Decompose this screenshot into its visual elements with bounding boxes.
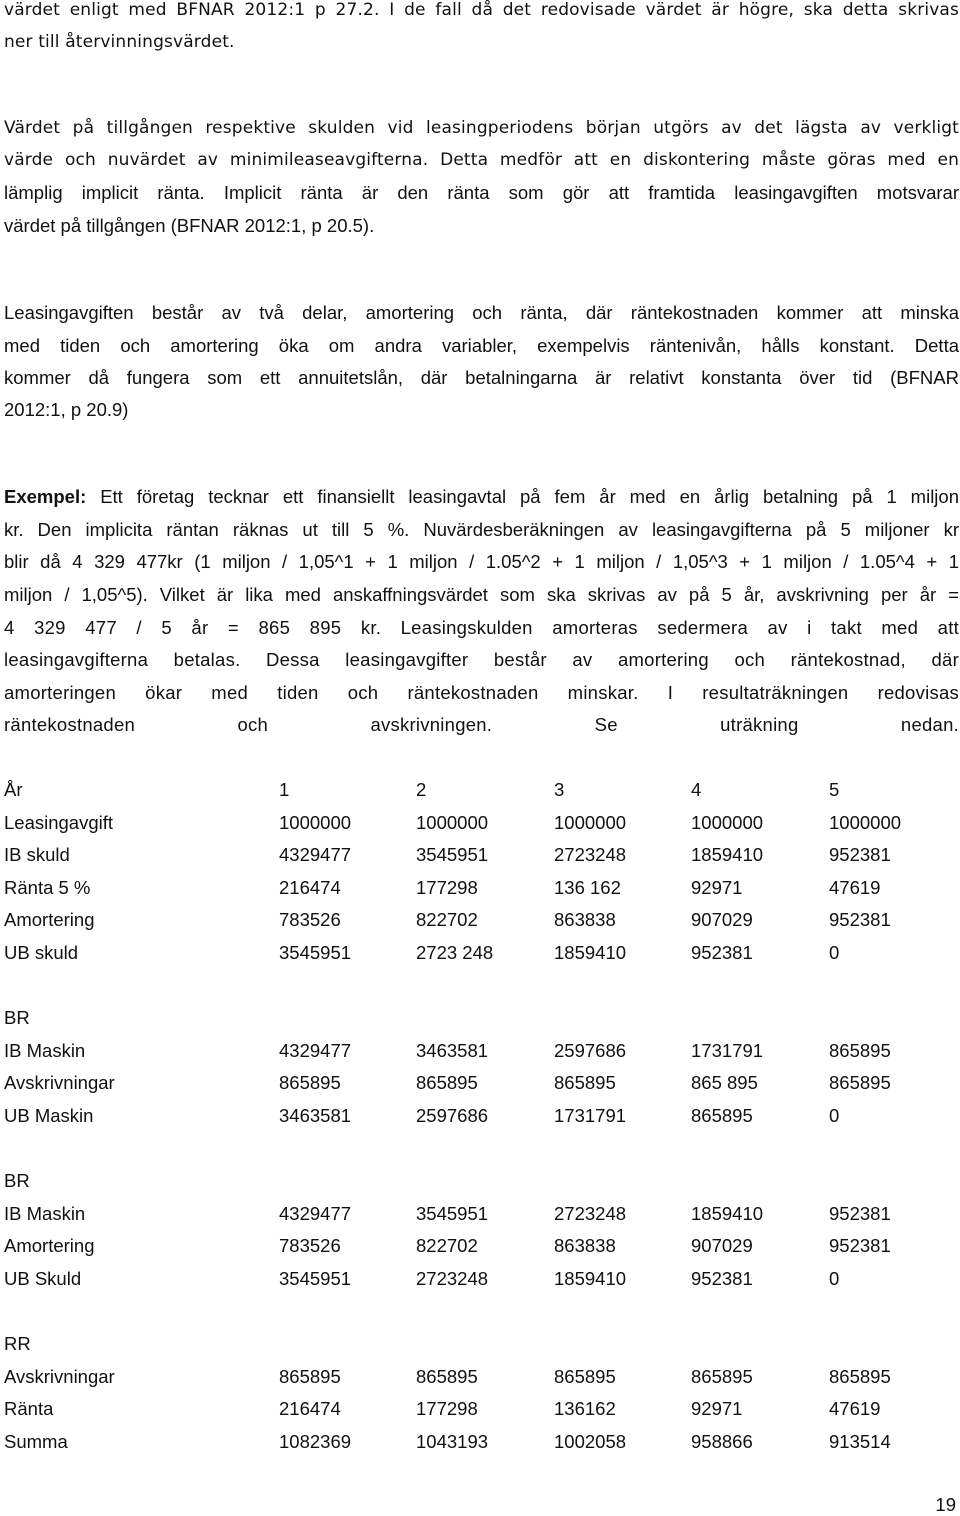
table-cell: 2 xyxy=(416,779,427,800)
table-cell: 783526 xyxy=(279,1235,341,1256)
text-line: blir då 4 329 477kr (1 miljon / 1,05^1 + 1 miljon / 1.05^2 + 1 miljon / 1,05^3 + 1 miljon / 1.05^4 + 1 xyxy=(4,551,959,572)
table-row xyxy=(4,942,944,964)
table-cell: 1000000 xyxy=(279,812,352,833)
table-cell: 952381 xyxy=(829,1235,891,1256)
example-label: Exempel: xyxy=(4,486,87,507)
row-label: Summa xyxy=(4,1431,68,1452)
table-cell: 0 xyxy=(829,1105,840,1126)
table-cell: 865895 xyxy=(416,1366,478,1387)
table-cell: 5 xyxy=(829,779,840,800)
text-line: ner till återvinningsvärdet. xyxy=(4,32,235,52)
table-cell: 865895 xyxy=(691,1366,753,1387)
table-cell: 952381 xyxy=(829,909,891,930)
table-cell: 865895 xyxy=(691,1105,753,1126)
row-label: Amortering xyxy=(4,909,95,930)
table-row xyxy=(4,1072,944,1094)
text-line: Leasingavgiften består av två delar, amortering och ränta, där räntekostnaden kommer att minska xyxy=(4,302,959,323)
table-cell: 1859410 xyxy=(691,1203,764,1224)
table-cell: 1002058 xyxy=(554,1431,627,1452)
table-cell: 47619 xyxy=(829,1398,881,1419)
table-cell: 136162 xyxy=(554,1398,616,1419)
table-cell: 1731791 xyxy=(554,1105,627,1126)
table-cell: 1000000 xyxy=(416,812,489,833)
table-cell: 1859410 xyxy=(554,1268,627,1289)
table-cell: 1000000 xyxy=(829,812,902,833)
table-cell: 216474 xyxy=(279,1398,341,1419)
table-cell: 822702 xyxy=(416,1235,478,1256)
row-label: RR xyxy=(4,1333,31,1354)
row-label: UB Skuld xyxy=(4,1268,82,1289)
table-row xyxy=(4,812,944,834)
table-cell: 1731791 xyxy=(691,1040,764,1061)
row-label: UB Maskin xyxy=(4,1105,94,1126)
table-cell: 4329477 xyxy=(279,844,352,865)
row-label: UB skuld xyxy=(4,942,79,963)
table-cell: 952381 xyxy=(829,844,891,865)
table-cell: 865895 xyxy=(416,1072,478,1093)
table-cell: 3463581 xyxy=(416,1040,489,1061)
text-line: värdet på tillgången (BFNAR 2012:1, p 20.5). xyxy=(4,215,375,236)
table-cell: 136 162 xyxy=(554,877,621,898)
text-line: miljon / 1,05^5). Vilket är lika med anskaffningsvärdet som ska skrivas av på 5 år, avskrivning per år = xyxy=(4,584,959,605)
table-cell: 2597686 xyxy=(416,1105,489,1126)
table-cell: 3463581 xyxy=(279,1105,352,1126)
table-cell: 865 895 xyxy=(691,1072,758,1093)
table-section-heading xyxy=(4,1333,944,1355)
table-cell: 4329477 xyxy=(279,1203,352,1224)
table-cell: 863838 xyxy=(554,909,616,930)
text-line: 2012:1, p 20.9) xyxy=(4,399,129,420)
row-label: IB skuld xyxy=(4,844,70,865)
text-line: leasingavgifterna betalas. Dessa leasingavgifter består av amortering och räntekostnad, där xyxy=(4,649,959,670)
table-cell: 1859410 xyxy=(691,844,764,865)
table-cell: 2723248 xyxy=(554,844,627,865)
text-line: med tiden och amortering öka om andra variabler, exempelvis räntenivån, hålls konstant. Detta xyxy=(4,335,959,356)
text-line: amorteringen ökar med tiden och räntekostnaden minskar. I resultaträkningen redovisas xyxy=(4,682,959,703)
table-row xyxy=(4,1431,944,1453)
table-cell: 4329477 xyxy=(279,1040,352,1061)
table-cell: 1000000 xyxy=(554,812,627,833)
row-label: BR xyxy=(4,1007,30,1028)
text-line: kommer då fungera som ett annuitetslån, där betalningarna är relativt konstanta över tid (BFNAR xyxy=(4,367,959,388)
text-line: värde och nuvärdet av minimileaseavgifterna. Detta medför att en diskontering måste göras med en xyxy=(4,150,959,170)
row-label: Ränta xyxy=(4,1398,54,1419)
row-label: År xyxy=(4,779,23,800)
table-section-heading xyxy=(4,1007,944,1029)
table-cell: 822702 xyxy=(416,909,478,930)
table-cell: 1 xyxy=(279,779,290,800)
table-cell: 958866 xyxy=(691,1431,753,1452)
table-cell: 47619 xyxy=(829,877,881,898)
row-label: IB Maskin xyxy=(4,1040,86,1061)
row-label: BR xyxy=(4,1170,30,1191)
table-section-heading xyxy=(4,1170,944,1192)
table-cell: 863838 xyxy=(554,1235,616,1256)
table-cell: 1082369 xyxy=(279,1431,352,1452)
text-line: kr. Den implicita räntan räknas ut till 5 %. Nuvärdesberäkningen av leasingavgifterna på 5 miljoner kr xyxy=(4,519,959,540)
text-line: lämplig implicit ränta. Implicit ränta är den ränta som gör att framtida leasingavgiften motsvarar xyxy=(4,182,959,203)
row-label: Avskrivningar xyxy=(4,1072,115,1093)
page-number: 19 xyxy=(935,1494,956,1515)
table-cell: 0 xyxy=(829,942,840,963)
table-cell: 2723248 xyxy=(416,1268,489,1289)
table-row xyxy=(4,909,944,931)
table-cell: 1043193 xyxy=(416,1431,489,1452)
table-cell: 1000000 xyxy=(691,812,764,833)
table-row xyxy=(4,877,944,899)
table-cell: 2597686 xyxy=(554,1040,627,1061)
table-cell: 907029 xyxy=(691,1235,753,1256)
table-cell: 4 xyxy=(691,779,702,800)
table-cell: 92971 xyxy=(691,877,743,898)
example-text: Ett företag tecknar ett finansiellt leasingavtal på fem år med en årlig betalning på 1 miljon xyxy=(86,486,959,507)
table-cell: 952381 xyxy=(829,1203,891,1224)
table-cell: 783526 xyxy=(279,909,341,930)
table-cell: 2723248 xyxy=(554,1203,627,1224)
table-cell: 0 xyxy=(829,1268,840,1289)
table-cell: 3 xyxy=(554,779,565,800)
table-cell: 865895 xyxy=(829,1366,891,1387)
row-label: IB Maskin xyxy=(4,1203,86,1224)
text-line: räntekostnaden och avskrivningen. Se uträkning nedan. xyxy=(4,714,959,735)
table-cell: 92971 xyxy=(691,1398,743,1419)
text-line: Värdet på tillgången respektive skulden vid leasingperiodens början utgörs av det lägsta av verkligt xyxy=(4,118,959,138)
row-label: Amortering xyxy=(4,1235,95,1256)
table-cell: 865895 xyxy=(279,1366,341,1387)
table-row xyxy=(4,1366,944,1388)
table-row xyxy=(4,1235,944,1257)
table-cell: 3545951 xyxy=(279,942,352,963)
table-cell: 1859410 xyxy=(554,942,627,963)
row-label: Ränta 5 % xyxy=(4,877,91,898)
table-row xyxy=(4,1268,944,1290)
table-cell: 3545951 xyxy=(279,1268,352,1289)
table-cell: 913514 xyxy=(829,1431,891,1452)
table-cell: 952381 xyxy=(691,1268,753,1289)
table-cell: 907029 xyxy=(691,909,753,930)
table-row xyxy=(4,1203,944,1225)
table-row xyxy=(4,1398,944,1420)
text-line xyxy=(4,486,959,508)
table-cell: 865895 xyxy=(554,1072,616,1093)
table-cell: 2723 248 xyxy=(416,942,494,963)
table-cell: 177298 xyxy=(416,877,478,898)
table-cell: 3545951 xyxy=(416,844,489,865)
table-cell: 865895 xyxy=(554,1366,616,1387)
table-cell: 3545951 xyxy=(416,1203,489,1224)
table-cell: 865895 xyxy=(829,1072,891,1093)
table-row xyxy=(4,1040,944,1062)
table-row xyxy=(4,844,944,866)
table-header-row xyxy=(4,779,944,801)
text-line: 4 329 477 / 5 år = 865 895 kr. Leasingskulden amorteras sedermera av i takt med att xyxy=(4,617,959,638)
text-line: värdet enligt med BFNAR 2012:1 p 27.2. I de fall då det redovisade värdet är högre, ska detta skrivas xyxy=(4,0,959,20)
row-label: Leasingavgift xyxy=(4,812,114,833)
row-label: Avskrivningar xyxy=(4,1366,115,1387)
table-cell: 216474 xyxy=(279,877,341,898)
table-row xyxy=(4,1105,944,1127)
table-cell: 865895 xyxy=(829,1040,891,1061)
table-cell: 865895 xyxy=(279,1072,341,1093)
table-cell: 952381 xyxy=(691,942,753,963)
table-cell: 177298 xyxy=(416,1398,478,1419)
